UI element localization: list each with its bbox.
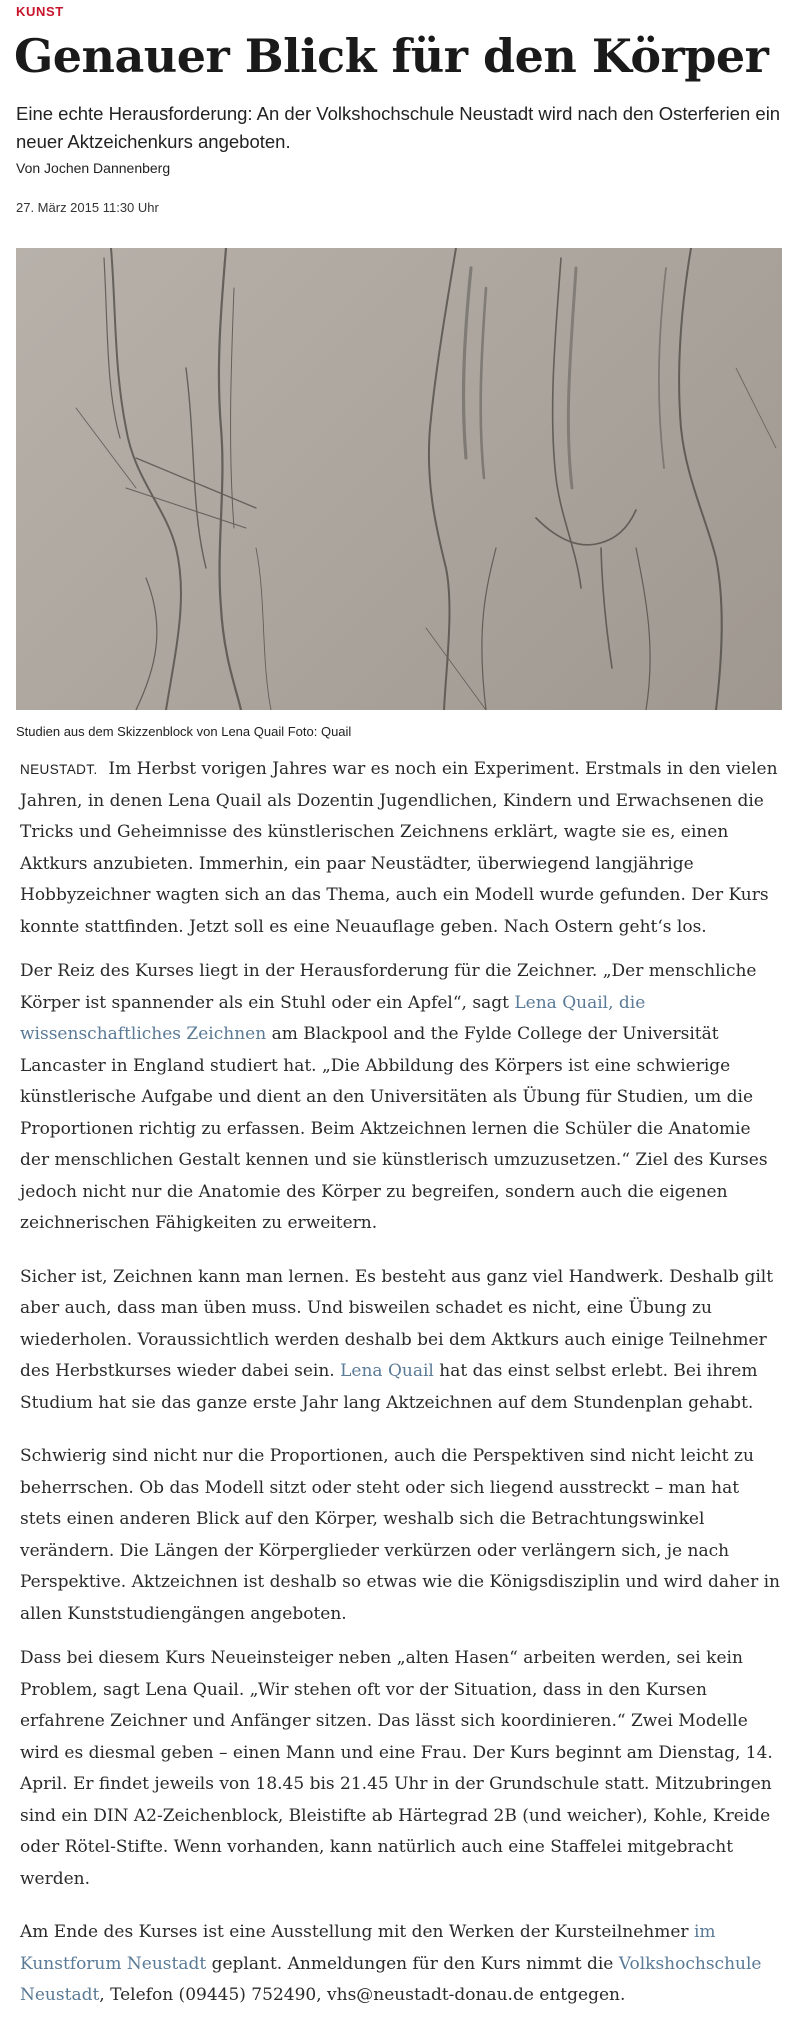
image-caption: Studien aus dem Skizzenblock von Lena Quail Foto: Quail — [16, 724, 352, 739]
article-image[interactable] — [16, 248, 782, 710]
dateline-place: NEUSTADT. — [20, 762, 98, 777]
paragraph-2-text-b: am Blackpool and the Fylde College der Universität Lancaster in England studiert hat. „Die Abbildung des Körpers ist eine schwierige künstlerische Aufgabe und dient an den Universitäten als Übung für Studien, um die Proportionen richtig zu erfassen. Beim Aktzeichnen lernen die Schüler die Anatomie der menschlichen Gestalt kennen und sie künstlerisch umzuzusetzen.“ Ziel des Kurses jedoch nicht nur die Anatomie des Körper zu begreifen, sondern auch die eigenen zeichnerischen Fähigkeiten zu erweitern. — [20, 1024, 768, 1233]
pencil-sketch-illustration — [16, 248, 782, 710]
link-volkshochschule[interactable]: Volkshochschule Neustadt — [20, 1953, 762, 2005]
paragraph-6-text-b: geplant. Anmeldungen für den Kurs nimmt die — [206, 1953, 619, 1974]
publish-date: 27. März 2015 11:30 Uhr — [16, 200, 159, 215]
article-body — [20, 754, 780, 2025]
link-lena-quail[interactable]: Lena Quail — [340, 1361, 434, 1381]
link-kunstforum[interactable]: im Kunstforum Neustadt — [20, 1922, 716, 1974]
paragraph-2-text-a: Der Reiz des Kurses liegt in der Herausforderung für die Zeichner. „Der menschliche Körper ist spannender als ein Stuhl oder ein Apfel“, sagt — [20, 961, 757, 1013]
link-lena-quail-profile[interactable]: Lena Quail, die wissenschaftliches Zeichnen — [20, 992, 646, 1044]
paragraph-1 — [20, 754, 780, 943]
paragraph-3-text-a: Sicher ist, Zeichnen kann man lernen. Es besteht aus ganz viel Handwerk. Deshalb gilt aber auch, dass man üben muss. Und bisweilen schadet es nicht, eine Übung zu wiederholen. Voraussichtlich werden deshalb bei dem Aktkurs auch einige Teilnehmer des Herbstkurses wieder dabei sein. — [20, 1266, 774, 1381]
paragraph-3 — [20, 1262, 780, 1420]
paragraph-1-text: Im Herbst vorigen Jahres war es noch ein Experiment. Erstmals in den vielen Jahren, in denen Lena Quail als Dozentin Jugendlichen, Kindern und Erwachsenen die Tricks und Geheimnisse des künstlerischen Zeichnens erklärt, wagte sie es, einen Aktkurs anzubieten. Immerhin, ein paar Neustädter, überwiegend langjährige Hobbyzeichner wagten sich an das Thema, auch ein Modell wurde gefunden. Der Kurs konnte stattfinden. Jetzt soll es eine Neuauflage geben. Nach Ostern geht‘s los. — [20, 759, 778, 937]
article-teaser: Eine echte Herausforderung: An der Volkshochschule Neustadt wird nach den Osterferien ein neuer Aktzeichenkurs angeboten. — [16, 103, 781, 152]
paragraph-2 — [20, 956, 780, 1240]
paragraph-5: Dass bei diesem Kurs Neueinsteiger neben „alten Hasen“ arbeiten werden, sei kein Problem, sagt Lena Quail. „Wir stehen oft vor der Situation, dass in den Kursen erfahrene Zeichner und Anfänger sitzen. Das lässt sich koordinieren.“ Zwei Modelle wird es diesmal geben – einen Mann und eine Frau. Der Kurs beginnt am Dienstag, 14. April. Er findet jeweils von 18.45 bis 21.45 Uhr in der Grundschule statt. Mitzubringen sind ein DIN A2-Zeichenblock, Bleistifte ab Härtegrad 2B (und weicher), Kohle, Kreide oder Rötel-Stifte. Wenn vorhanden, kann natürlich auch eine Staffelei mitgebracht werden. — [20, 1648, 773, 1889]
paragraph-6-text-a: Am Ende des Kurses ist eine Ausstellung mit den Werken der Kursteilnehmer — [20, 1922, 694, 1942]
author-byline: Von Jochen Dannenberg — [16, 160, 171, 176]
paragraph-6-text-c: , Telefon (09445) 752490, vhs@neustadt-donau.de entgegen. — [99, 1985, 626, 2005]
paragraph-6 — [20, 1917, 780, 2012]
paragraph-3-text-b: hat das einst selbst erlebt. Bei ihrem Studium hat sie das ganze erste Jahr lang Aktzeichnen auf dem Stundenplan gehabt. — [20, 1361, 758, 1413]
section-kicker[interactable]: KUNST — [16, 4, 64, 19]
paragraph-4: Schwierig sind nicht nur die Proportionen, auch die Perspektiven sind nicht leicht zu beherrschen. Ob das Modell sitzt oder steht oder sich liegend ausstreckt – man hat stets einen anderen Blick auf den Körper, weshalb sich die Betrachtungswinkel verändern. Die Längen der Körperglieder verkürzen oder verlängern sich, je nach Perspektive. Aktzeichnen ist deshalb so etwas wie die Königsdisziplin und wird daher in allen Kunststudiengängen angeboten. — [20, 1446, 780, 1624]
article-headline: Genauer Blick für den Körper — [14, 29, 769, 83]
